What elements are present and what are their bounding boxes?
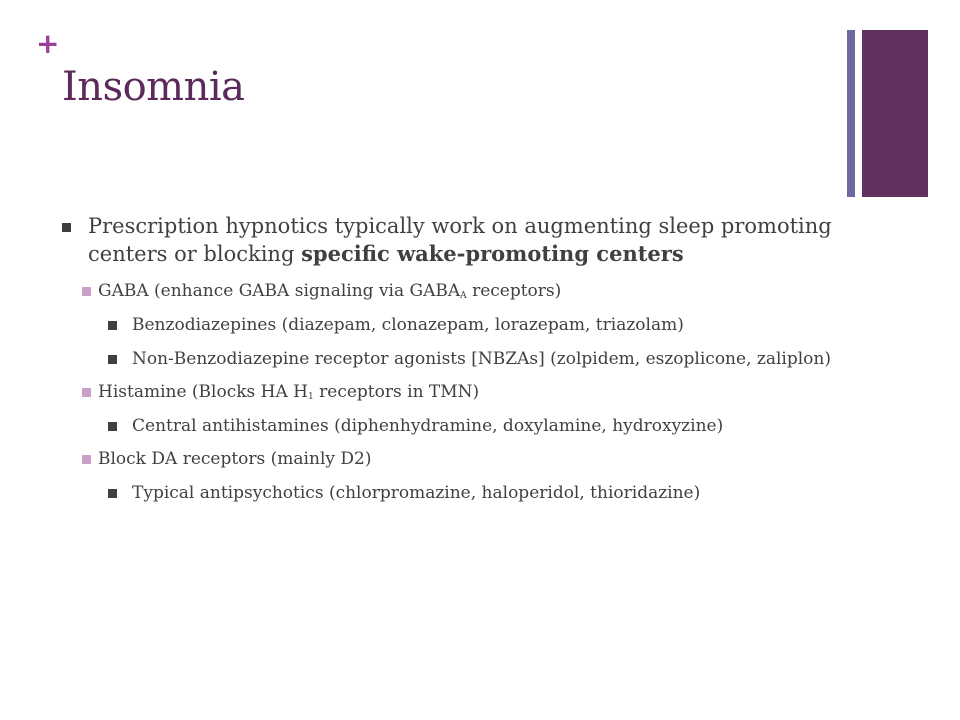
gaba-item-text: Non-Benzodiazepine receptor agonists [NBZAs] (zolpidem, eszoplicone, zaliplon) bbox=[132, 349, 831, 369]
decorative-bar-thick bbox=[862, 30, 928, 197]
slide-title: Insomnia bbox=[62, 64, 245, 110]
dopamine-text: Block DA receptors (mainly D2) bbox=[98, 449, 372, 469]
plus-icon: + bbox=[36, 27, 60, 60]
gaba-text: GABA (enhance GABA signaling via GABA bbox=[98, 281, 461, 301]
list-item bbox=[108, 482, 832, 504]
square-bullet-icon bbox=[82, 388, 91, 397]
square-bullet-icon bbox=[82, 455, 91, 464]
list-item bbox=[108, 415, 832, 437]
list-item bbox=[82, 280, 832, 302]
histamine-text: Histamine (Blocks HA H bbox=[98, 382, 309, 402]
square-bullet-icon bbox=[108, 321, 117, 330]
list-item bbox=[82, 381, 832, 403]
histamine-subscript: 1 bbox=[308, 392, 314, 402]
list-item bbox=[108, 314, 832, 336]
square-bullet-icon bbox=[108, 489, 117, 498]
list-item bbox=[82, 448, 832, 470]
square-bullet-icon bbox=[62, 223, 71, 232]
histamine-item-text: Central antihistamines (diphenhydramine, doxylamine, hydroxyzine) bbox=[132, 416, 724, 436]
list-item bbox=[108, 348, 832, 370]
square-bullet-icon bbox=[108, 422, 117, 431]
histamine-suffix: receptors in TMN) bbox=[313, 382, 480, 402]
main-bullet-emphasis: specific wake-promoting centers bbox=[301, 241, 684, 266]
dopamine-item-text: Typical antipsychotics (chlorpromazine, haloperidol, thioridazine) bbox=[132, 483, 701, 503]
gaba-suffix: receptors) bbox=[466, 281, 562, 301]
decorative-bar-thin bbox=[847, 30, 855, 197]
bullet-list bbox=[62, 213, 832, 515]
square-bullet-icon bbox=[82, 287, 91, 296]
gaba-subscript: A bbox=[460, 291, 467, 301]
main-bullet-text: Prescription hypnotics typically work on augmenting sleep promoting centers or blocking bbox=[88, 214, 832, 266]
gaba-item-text: Benzodiazepines (diazepam, clonazepam, lorazepam, triazolam) bbox=[132, 315, 684, 335]
square-bullet-icon bbox=[108, 355, 117, 364]
list-item bbox=[62, 213, 832, 268]
